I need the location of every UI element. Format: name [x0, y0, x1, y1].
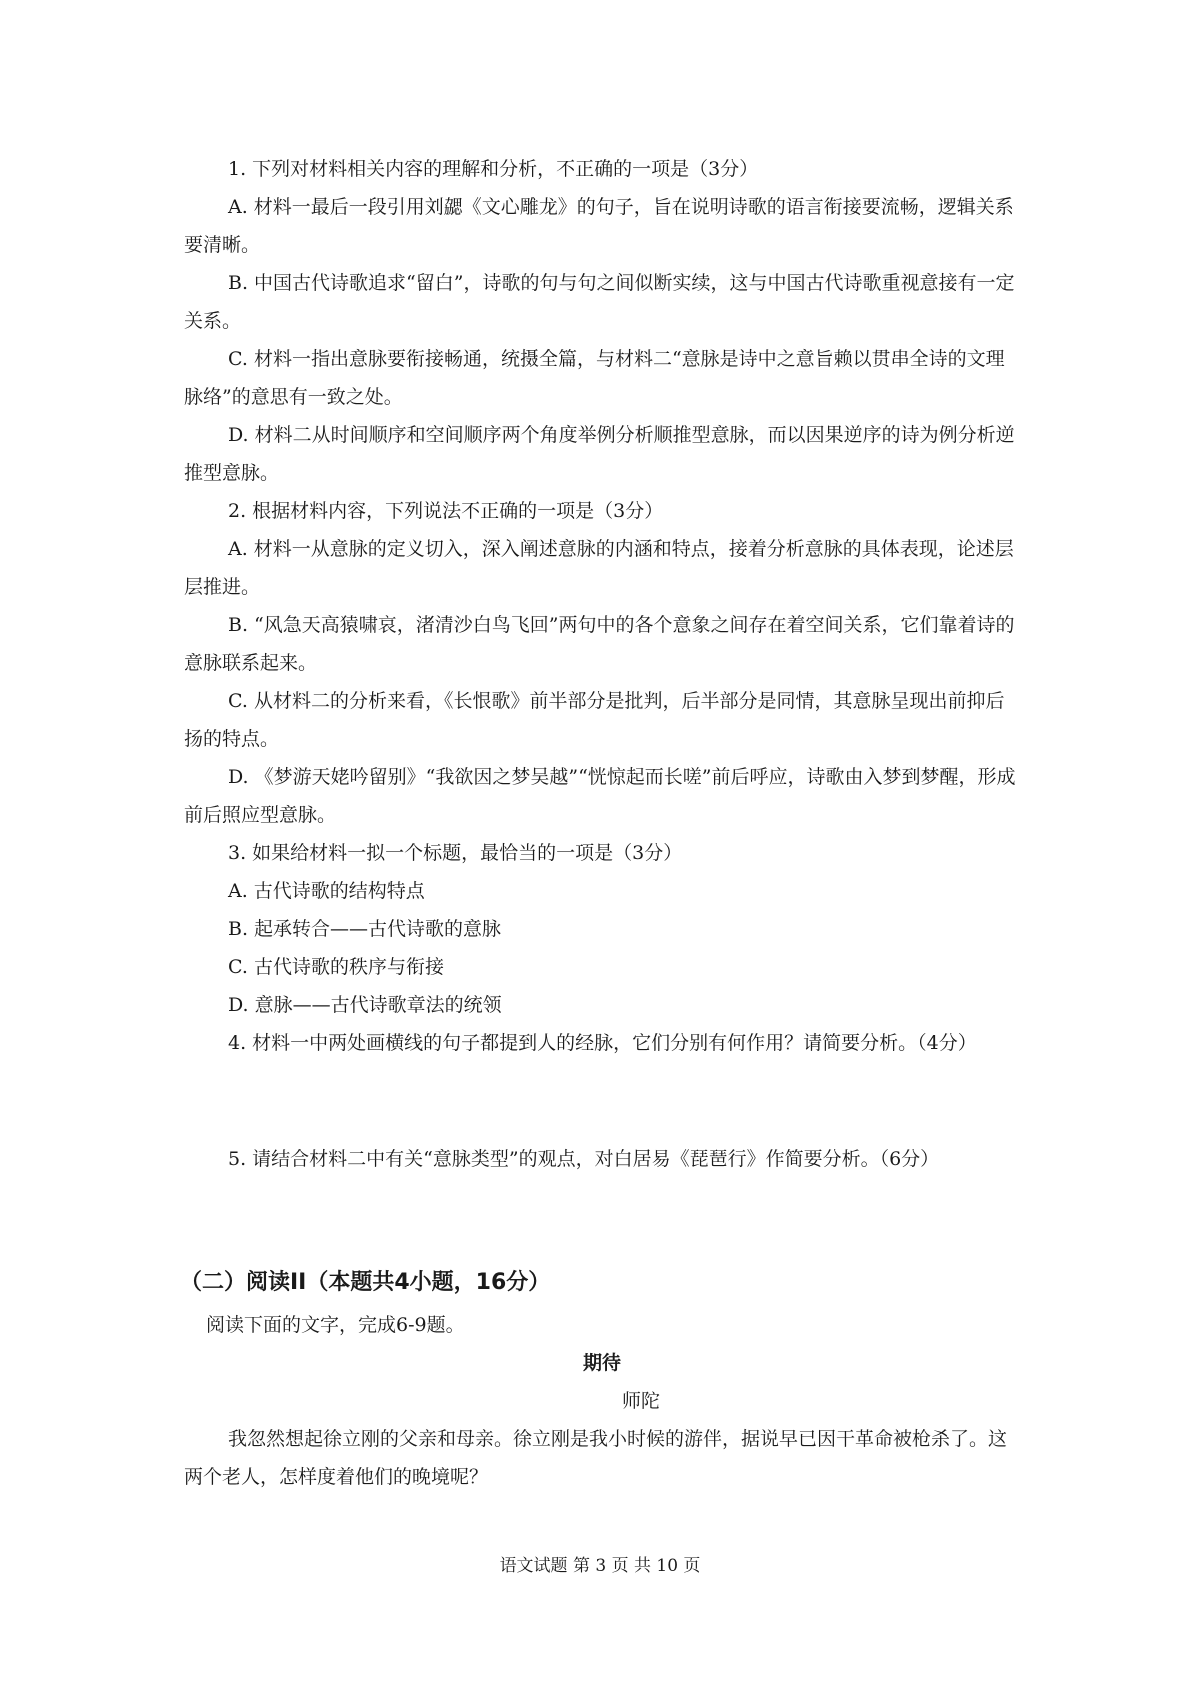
question-2-option-b: B. “风急天高猿啸哀，渚清沙白鸟飞回”两句中的各个意象之间存在着空间关系，它们靠着诗的意脉联系起来。 — [184, 614, 1015, 674]
question-1-option-d: D. 材料二从时间顺序和空间顺序两个角度举例分析顺推型意脉，而以因果逆序的诗为例分析逆推型意脉。 — [184, 424, 1015, 484]
question-1-option-a: A. 材料一最后一段引用刘勰《文心雕龙》的句子，旨在说明诗歌的语言衔接要流畅，逻辑关系要清晰。 — [184, 196, 1014, 256]
answer-space-5 — [184, 1178, 1020, 1256]
page-footer: 语文试题 第 3 页 共 10 页 — [499, 1556, 701, 1576]
question-2-option-c: C. 从材料二的分析来看，《长恨歌》前半部分是批判，后半部分是同情，其意脉呈现出前抑后扬的特点。 — [184, 690, 1005, 750]
section-instruction: 阅读下面的文字，完成6-9题。 — [206, 1314, 465, 1336]
section-heading: （二）阅读II（本题共4小题，16分） — [180, 1270, 551, 1295]
question-2-option-a: A. 材料一从意脉的定义切入，深入阐述意脉的内涵和特点，接着分析意脉的具体表现，论述层层推进。 — [184, 538, 1014, 598]
question-2-option-d: D. 《梦游天姥吟留别》“我欲因之梦吴越”“恍惊起而长嗟”前后呼应，诗歌由入梦到梦醒，形成前后照应型意脉。 — [184, 766, 1016, 826]
question-2-stem: 2. 根据材料内容，下列说法不正确的一项是（3分） — [228, 500, 664, 522]
question-3-option-d: D. 意脉——古代诗歌章法的统领 — [228, 994, 502, 1016]
question-3-stem: 3. 如果给材料一拟一个标题，最恰当的一项是（3分） — [228, 842, 683, 864]
question-3-option-a: A. 古代诗歌的结构特点 — [228, 880, 425, 902]
question-1-stem: 1. 下列对材料相关内容的理解和分析，不正确的一项是（3分） — [228, 158, 759, 180]
question-5: 5. 请结合材料二中有关“意脉类型”的观点，对白居易《琵琶行》作简要分析。（6分） — [228, 1148, 940, 1170]
page-content — [180, 150, 1020, 1496]
passage-title: 期待 — [582, 1352, 621, 1374]
question-4: 4. 材料一中两处画横线的句子都提到人的经脉，它们分别有何作用？请简要分析。（4分） — [228, 1032, 977, 1054]
answer-space-4 — [184, 1062, 1020, 1140]
question-3-option-c: C. 古代诗歌的秩序与衔接 — [228, 956, 444, 978]
question-3-option-b: B. 起承转合——古代诗歌的意脉 — [228, 918, 502, 940]
question-1-option-b: B. 中国古代诗歌追求“留白”，诗歌的句与句之间似断实续，这与中国古代诗歌重视意接有一定关系。 — [184, 272, 1015, 332]
passage-paragraph: 我忽然想起徐立刚的父亲和母亲。徐立刚是我小时候的游伴，据说早已因干革命被枪杀了。这两个老人，怎样度着他们的晚境呢？ — [184, 1428, 1008, 1488]
passage-author: 师陀 — [621, 1390, 660, 1412]
question-1-option-c: C. 材料一指出意脉要衔接畅通，统摄全篇，与材料二“意脉是诗中之意旨赖以贯串全诗的文理脉络”的意思有一致之处。 — [184, 348, 1005, 408]
